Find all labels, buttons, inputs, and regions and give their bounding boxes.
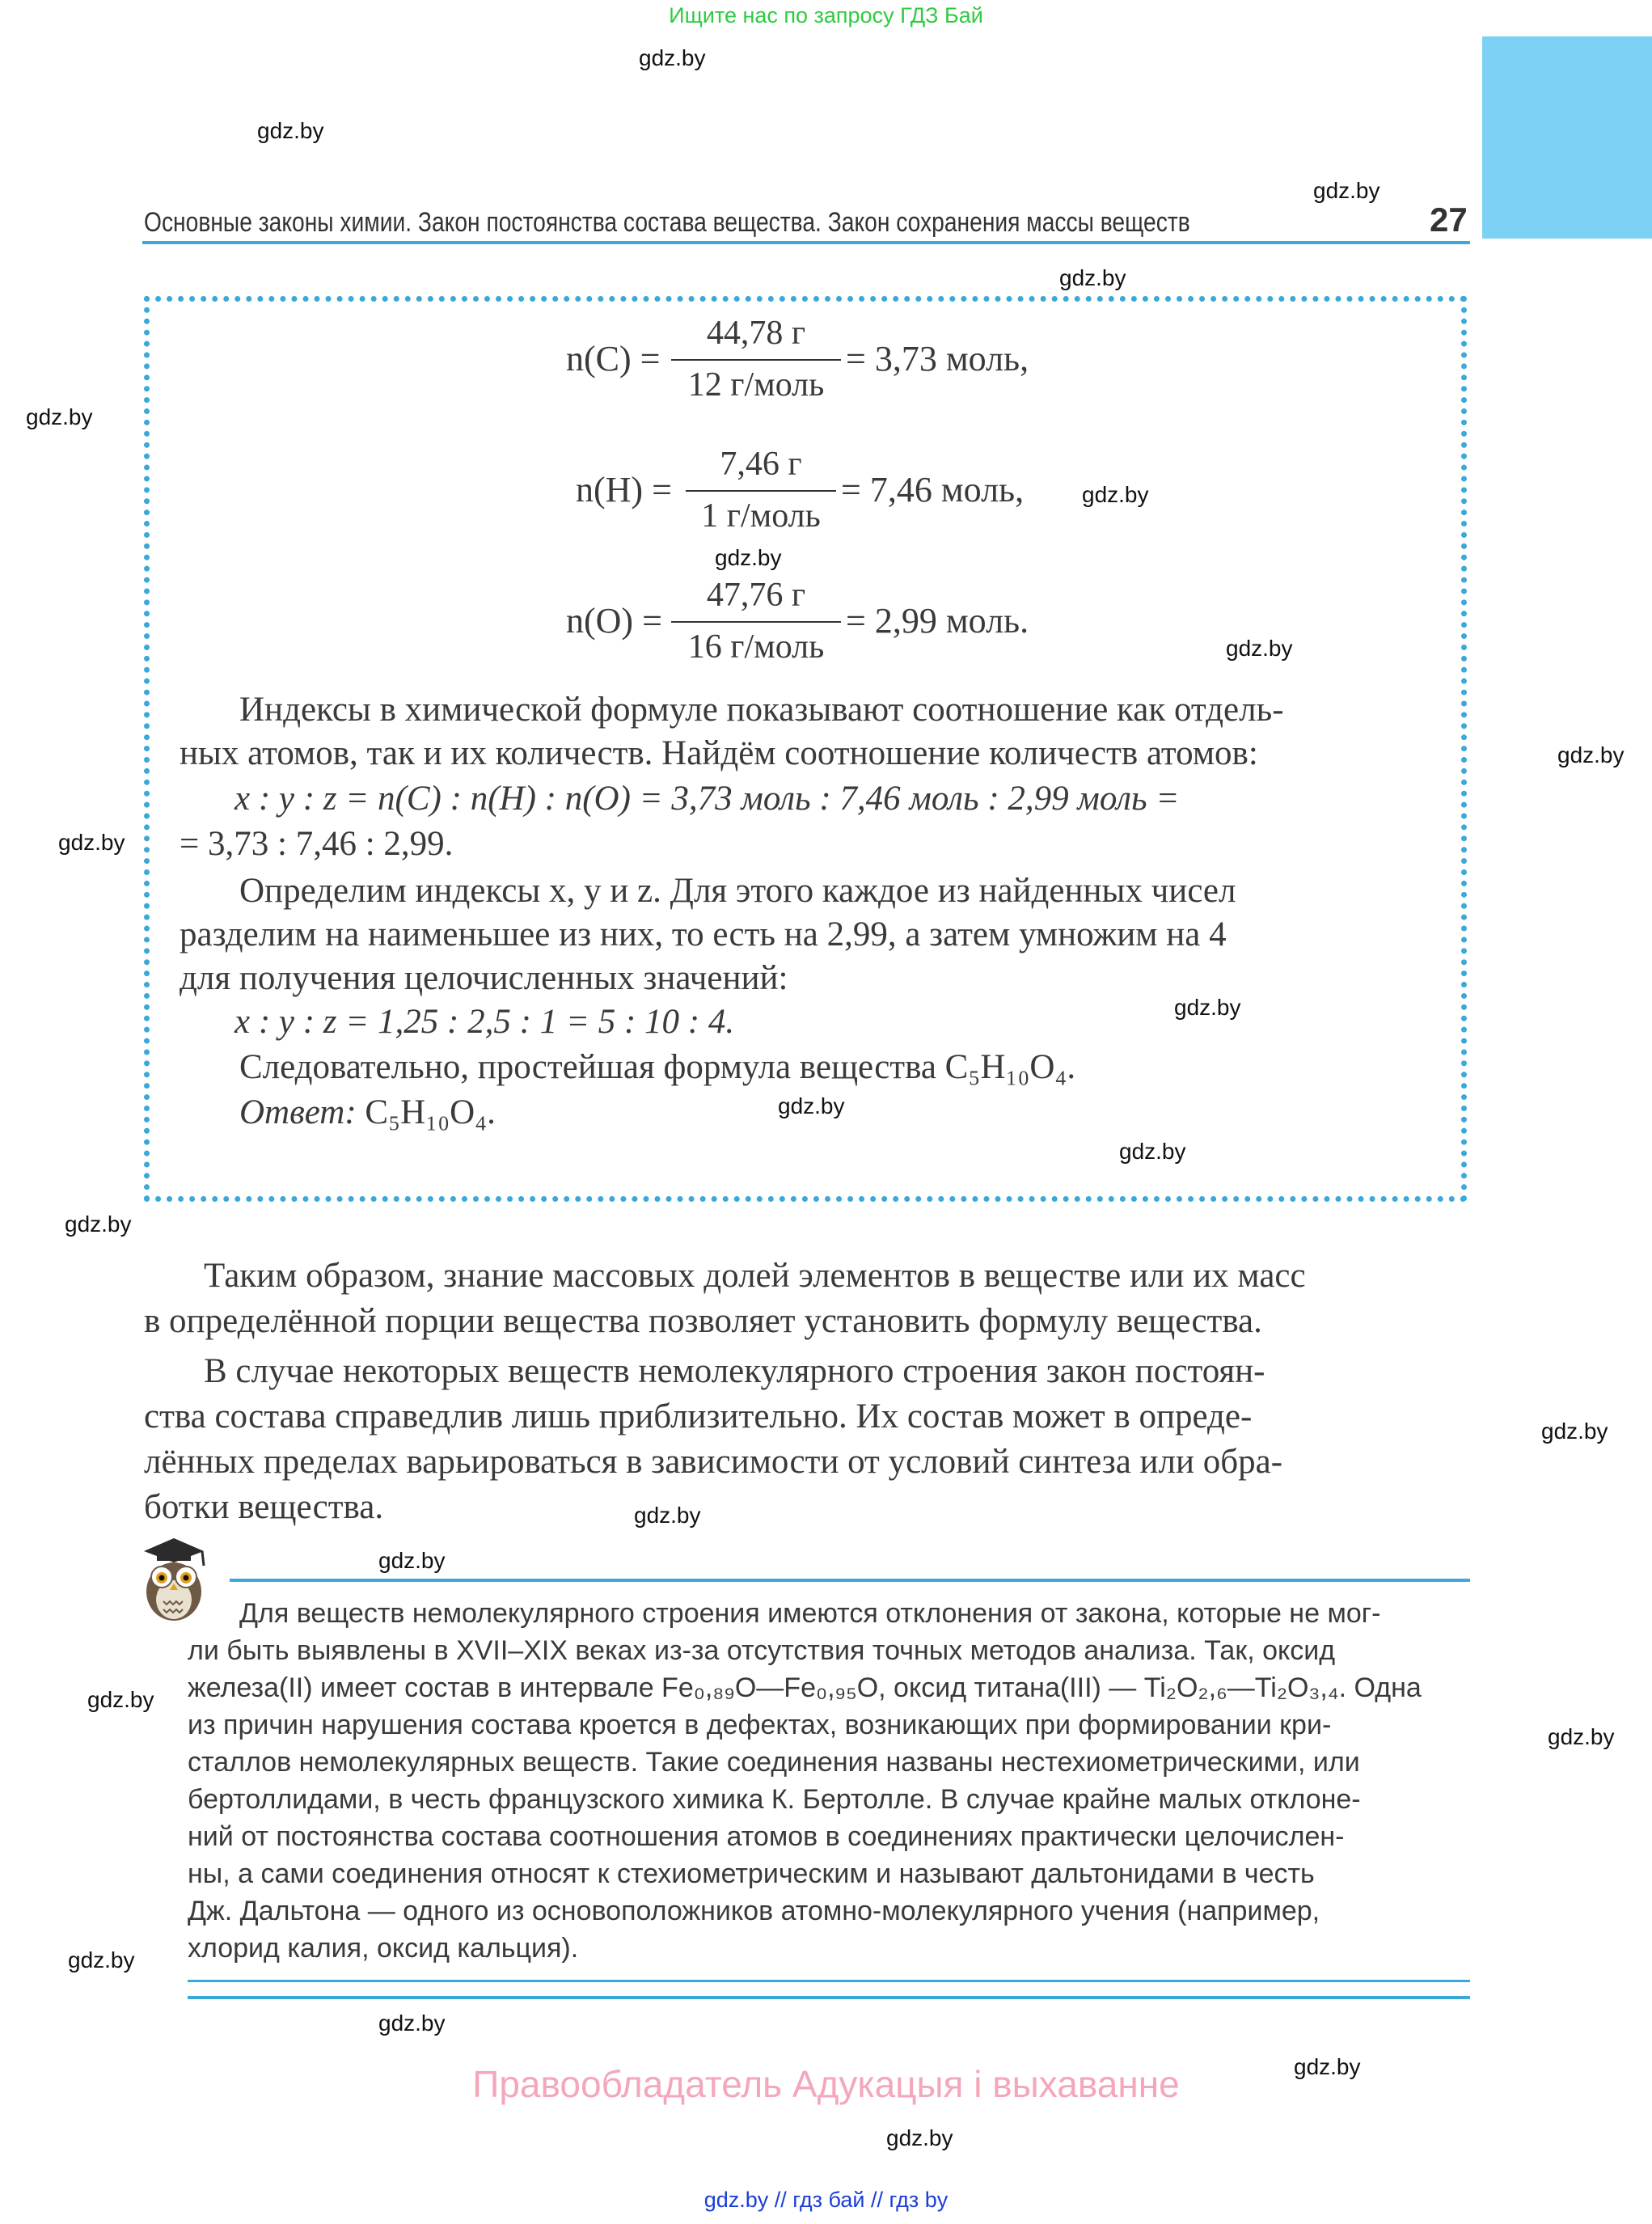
watermark: gdz.by <box>378 2010 446 2036</box>
note-top-rule <box>230 1579 1470 1582</box>
watermark: gdz.by <box>1541 1419 1608 1444</box>
text-line: Определим индексы x, y и z. Для этого каждое из найденных чисел <box>239 872 1236 910</box>
note-line: Дж. Дальтона — одного из основоположников атомно-молекулярного учения (например, <box>188 1896 1320 1926</box>
watermark: gdz.by <box>68 1947 135 1972</box>
equation-rhs: = 2,99 моль. <box>846 601 1029 641</box>
running-header-title: Основные законы химии. Закон постоянства состава вещества. Закон сохранения массы веществ <box>144 207 1190 238</box>
page-corner-tab <box>1482 36 1652 239</box>
text-line: ных атомов, так и их количеств. Найдём соотношение количеств атомов: <box>180 734 1258 772</box>
fraction-bar <box>671 359 841 361</box>
note-line: из причин нарушения состава кроется в дефектах, возникающих при формировании кри- <box>188 1710 1332 1740</box>
fraction-denominator: 12 г/моль <box>687 366 825 404</box>
text-line: Индексы в химической формуле показывают соотношение как отдель- <box>239 691 1284 729</box>
watermark: gdz.by <box>26 404 93 429</box>
watermark: gdz.by <box>1557 742 1625 767</box>
note-line: Для веществ немолекулярного строения имеются отклонения от закона, которые не мог- <box>239 1598 1381 1629</box>
watermark: gdz.by <box>634 1503 701 1528</box>
top-search-link[interactable]: Ищите нас по запросу ГДЗ Бай <box>669 3 983 27</box>
watermark: gdz.by <box>1059 265 1126 290</box>
answer-label: Ответ: <box>239 1093 357 1131</box>
fraction-denominator: 16 г/моль <box>687 628 825 666</box>
watermark: gdz.by <box>65 1211 132 1237</box>
equation-lhs: n(O) = <box>566 601 662 641</box>
equation-rhs: = 3,73 моль, <box>846 339 1029 378</box>
watermark: gdz.by <box>257 118 324 143</box>
fraction-bar <box>686 490 836 492</box>
equation-lhs: n(H) = <box>576 470 672 509</box>
watermark: gdz.by <box>778 1093 845 1118</box>
note-line: железа(II) имеет состав в интервале Fe₀,₈₉O—Fe₀,₉₅O, оксид титана(III) — Ti₂O₂,₆—Ti₂O₃,₄. Одна <box>188 1672 1422 1703</box>
watermark: gdz.by <box>1294 2054 1361 2079</box>
fraction-numerator: 44,78 г <box>706 315 806 352</box>
answer-line <box>239 1090 496 1135</box>
index-equation: x : y : z = 1,25 : 2,5 : 1 = 5 : 10 : 4. <box>234 1003 735 1041</box>
fraction-numerator: 47,76 г <box>706 577 806 614</box>
note-line: ний от постоянства состава соотношения атомов в соединениях практически целочислен- <box>188 1821 1345 1852</box>
watermark: gdz.by <box>639 45 706 70</box>
bottom-links[interactable]: gdz.by // гдз бай // гдз by <box>703 2188 949 2212</box>
note-bottom-rule <box>188 1980 1470 1982</box>
watermark: gdz.by <box>1226 636 1293 661</box>
owl-icon <box>139 1533 209 1622</box>
text-line: лённых пределах варьироваться в зависимости от условий синтеза или обра- <box>144 1443 1283 1481</box>
note-line: хлорид калия, оксид кальция). <box>188 1933 579 1964</box>
watermark: gdz.by <box>1548 1724 1615 1749</box>
ratio-equation: x : y : z = n(C) : n(H) : n(O) = 3,73 моль : 7,46 моль : 2,99 моль = <box>234 780 1180 818</box>
watermark: gdz.by <box>1174 995 1241 1020</box>
watermark: gdz.by <box>87 1687 154 1712</box>
note-line: сталлов немолекулярных веществ. Такие соединения названы нестехиометрическими, или <box>188 1747 1360 1778</box>
watermark: gdz.by <box>58 830 125 855</box>
equation-rhs: = 7,46 моль, <box>841 470 1025 509</box>
copyright-mark: Правообладатель Адукацыя і выхаванне <box>472 2063 1180 2105</box>
text-line: разделим на наименьшее из них, то есть на 2,99, а затем умножим на 4 <box>180 915 1227 953</box>
text-line: в определённой порции вещества позволяет установить формулу вещества. <box>144 1302 1262 1340</box>
watermark: gdz.by <box>378 1548 446 1573</box>
text-line: В случае некоторых веществ немолекулярного строения закон постоян- <box>204 1352 1265 1390</box>
text-line: ства состава справедлив лишь приблизительно. Их состав может в опреде- <box>144 1397 1253 1435</box>
page-number: 27 <box>1430 201 1468 239</box>
note-line: бертоллидами, в честь французского химика К. Бертолле. В случае крайне малых отклоне- <box>188 1784 1361 1815</box>
fraction-numerator: 7,46 г <box>720 446 802 483</box>
fraction-denominator: 1 г/моль <box>701 497 821 535</box>
note-line: ны, а сами соединения относят к стехиометрическим и называют дальтонидами в честь <box>188 1858 1315 1889</box>
watermark: gdz.by <box>1082 482 1149 507</box>
text-line: Следовательно, простейшая формула вещества C₅H₁₀O₄. <box>239 1048 1076 1086</box>
note-line: ли быть выявлены в XVII–XIX веках из-за отсутствия точных методов анализа. Так, оксид <box>188 1635 1336 1666</box>
note-bottom-rule-2 <box>188 1996 1470 1999</box>
text-line: Таким образом, знание массовых долей элементов в веществе или их масс <box>204 1257 1306 1295</box>
watermark: gdz.by <box>715 545 782 570</box>
text-line: ботки вещества. <box>144 1488 384 1526</box>
header-rule <box>142 241 1470 244</box>
watermark: gdz.by <box>886 2125 953 2150</box>
watermark: gdz.by <box>1119 1139 1186 1164</box>
text-line: для получения целочисленных значений: <box>180 959 788 997</box>
answer-formula: C₅H₁₀O₄. <box>365 1093 496 1131</box>
watermark: gdz.by <box>1313 178 1380 203</box>
fraction-bar <box>671 621 841 623</box>
equation-lhs: n(C) = <box>566 339 661 378</box>
ratio-result: = 3,73 : 7,46 : 2,99. <box>180 825 454 863</box>
